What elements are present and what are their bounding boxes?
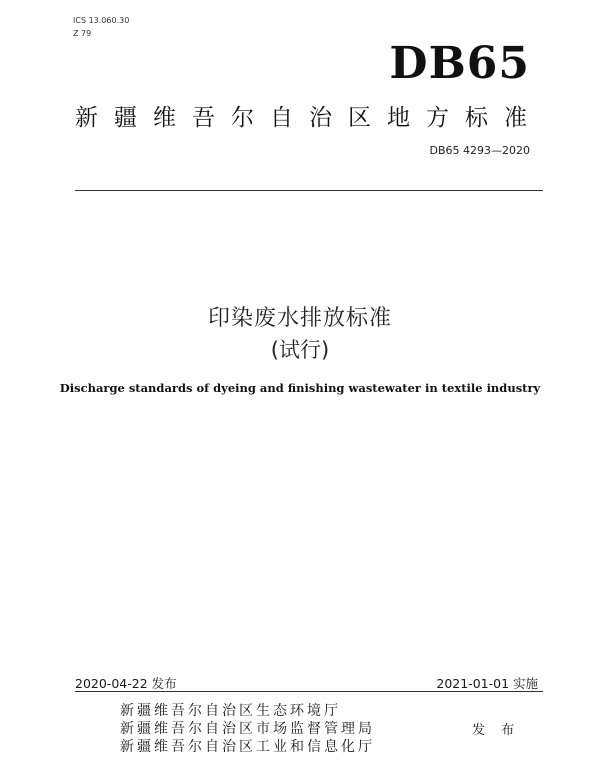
- issuing-region-char: 维: [153, 105, 176, 131]
- document-title: 印染废水排放标准: [207, 306, 392, 331]
- issuing-region-char: 治: [309, 105, 332, 131]
- issuing-region-char: 地: [387, 105, 410, 131]
- standard-mark: DB65: [389, 38, 530, 89]
- publish-date: 2020-04-22 发布: [75, 676, 177, 691]
- header-divider: [75, 190, 543, 191]
- issuer-ecology-environment: 新疆维吾尔自治区生态环境厅: [120, 703, 341, 719]
- issuing-region-char: 标: [465, 105, 488, 131]
- issuing-region-char: 新: [75, 105, 98, 131]
- issuer-market-regulation: 新疆维吾尔自治区市场监督管理局: [120, 721, 375, 737]
- issuing-region-heading: [75, 99, 527, 132]
- issuing-region-char: 区: [348, 105, 371, 131]
- issue-label: 发 布: [472, 723, 521, 738]
- issuing-region-char: 自: [270, 105, 293, 131]
- implement-date: 2021-01-01 实施: [436, 676, 538, 691]
- english-title: Discharge standards of dyeing and finishing wastewater in textile industry: [59, 381, 541, 395]
- issuing-authorities: [120, 702, 375, 756]
- footer-divider: [75, 691, 543, 692]
- issuing-region-char: 疆: [114, 105, 137, 131]
- ccs-code: Z 79: [73, 29, 92, 38]
- classification-codes: [73, 14, 129, 40]
- issuing-region-char: 准: [504, 105, 527, 131]
- standard-number: DB65 4293—2020: [429, 144, 530, 157]
- trial-status: (试行): [270, 338, 330, 362]
- issuing-region-char: 尔: [231, 105, 254, 131]
- issuer-industry-it: 新疆维吾尔自治区工业和信息化厅: [120, 739, 375, 755]
- ics-code: ICS 13.060.30: [73, 16, 130, 25]
- issuing-region-char: 吾: [192, 105, 215, 131]
- issuing-region-char: 方: [426, 105, 449, 131]
